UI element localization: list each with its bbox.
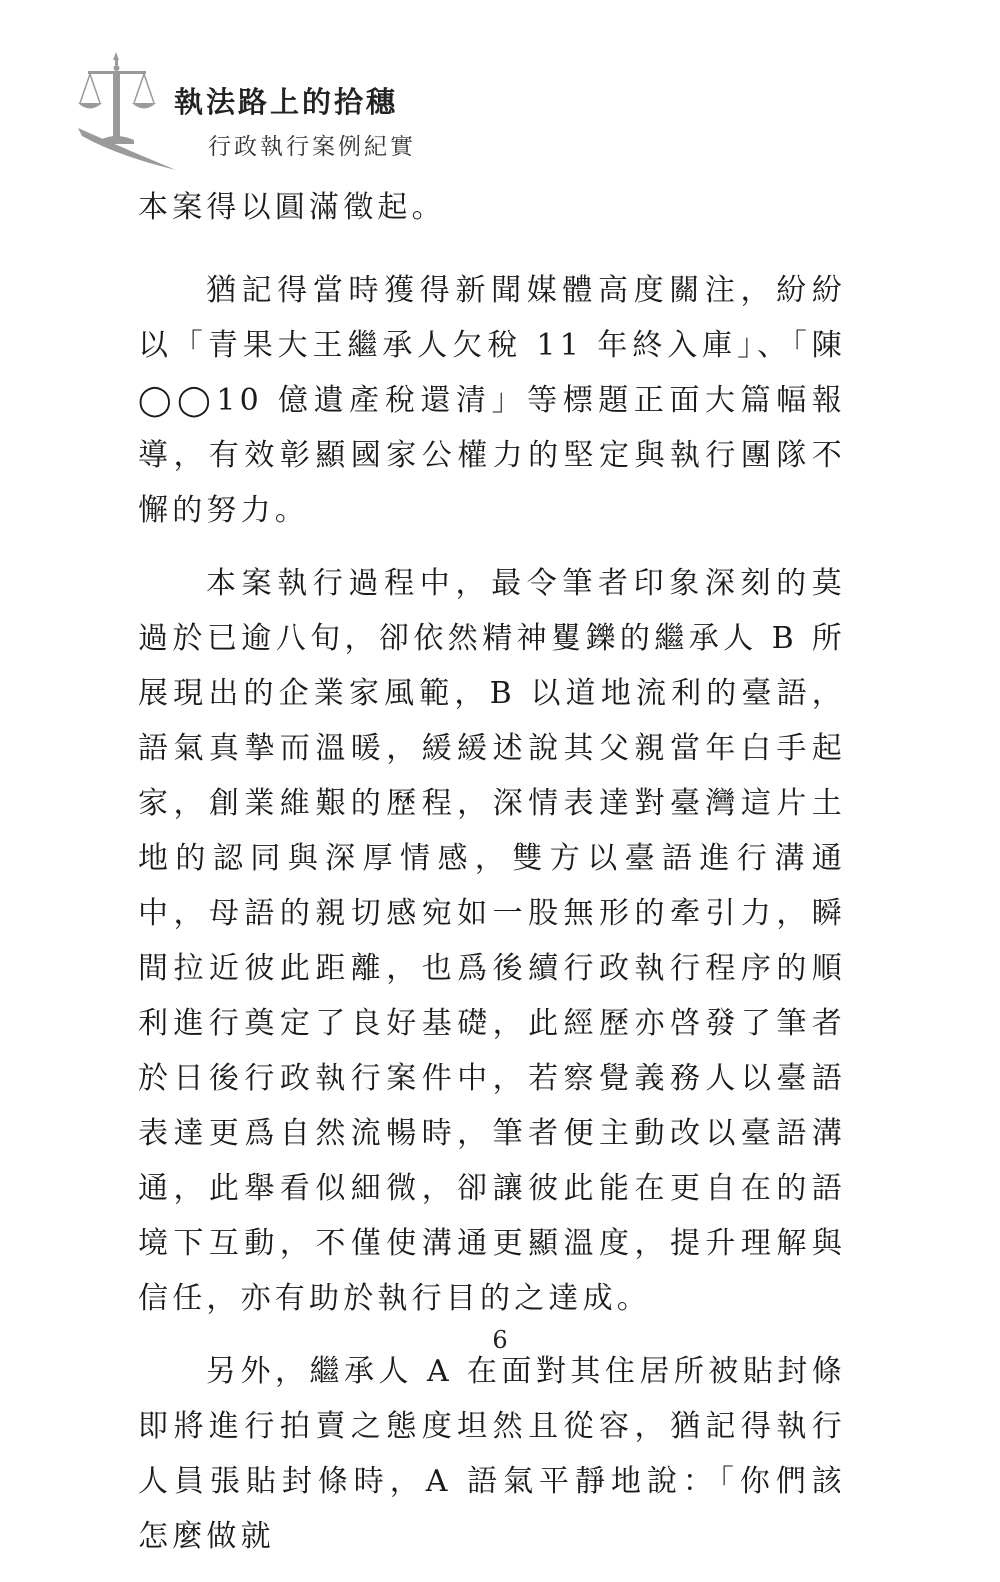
book-title: 執法路上的拾穗 [174, 85, 399, 119]
book-subtitle: 行政執行案例紀實 [208, 134, 416, 160]
scales-of-justice-icon [78, 48, 178, 173]
paragraph: 猶記得當時獲得新聞媒體高度關注，紛紛以「青果大王繼承人欠稅 11 年終入庫」、「陳◯◯10 億遺產稅還清」等標題正面大篇幅報導，有效彰顯國家公權力的堅定與執行團隊不懈的努力。 [138, 273, 846, 528]
page-body [138, 180, 846, 1582]
paragraph: 另外，繼承人 A 在面對其住居所被貼封條即將進行拍賣之態度坦然且從容，猶記得執行人員張貼封條時，A 語氣平靜地說：「你們該怎麼做就 [138, 1354, 846, 1554]
running-header [78, 48, 498, 178]
page-number: 6 [492, 1326, 508, 1354]
paragraph: 本案執行過程中，最令筆者印象深刻的莫過於已逾八旬，卻依然精神矍鑠的繼承人 B 所展現出的企業家風範，B 以道地流利的臺語，語氣真摯而溫暖，緩緩述說其父親當年白手起家，創業維艱的歷程，深情表達對臺灣這片土地的認同與深厚情感，雙方以臺語進行溝通中，母語的親切感宛如一股無形的牽引力，瞬間拉近彼此距離，也爲後續行政執行程序的順利進行奠定了良好基礎，此經歷亦啓發了筆者於日後行政執行案件中，若察覺義務人以臺語表達更爲自然流暢時，筆者便主動改以臺語溝通，此舉看似細微，卻讓彼此能在更自在的語境下互動，不僅使溝通更顯溫度，提升理解與信任，亦有助於執行目的之達成。 [138, 566, 846, 1316]
paragraph: 本案得以圓滿徵起。 [138, 190, 446, 225]
